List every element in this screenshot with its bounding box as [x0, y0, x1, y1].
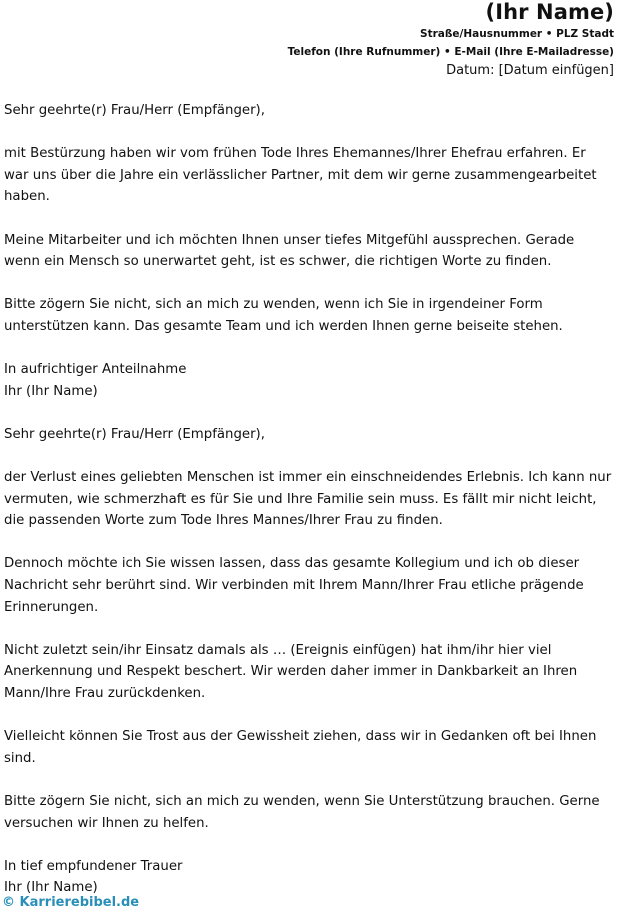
paragraph: Bitte zögern Sie nicht, sich an mich zu wenden, wenn ich Sie in irgendeiner Form unterstützen kann. Das gesamte Team und ich werden Ihnen gerne beiseite stehen. — [4, 297, 563, 334]
salutation: Sehr geehrte(r) Frau/Herr (Empfänger), — [4, 103, 265, 118]
paragraph: Dennoch möchte ich Sie wissen lassen, dass das gesamte Kollegium und ich ob dieser Nachricht sehr berührt sind. Wir verbinden mit Ihrem Mann/Ihrer Frau etliche prägende Erinnerungen. — [4, 556, 584, 615]
salutation: Sehr geehrte(r) Frau/Herr (Empfänger), — [4, 426, 265, 442]
sender-name: (Ihr Name) — [485, 0, 614, 24]
signature-line: Ihr (Ihr Name) — [4, 880, 98, 896]
copyright-link[interactable]: © Karrierebibel.de — [2, 895, 140, 910]
letter-header — [288, 0, 614, 81]
closing-line: In aufrichtiger Anteilnahme — [4, 362, 187, 378]
paragraph: Meine Mitarbeiter und ich möchten Ihnen unser tiefes Mitgefühl aussprechen. Gerade wenn ein Mensch so unerwartet geht, ist es schwer, die richtigen Worte zu finden. — [4, 232, 575, 270]
paragraph: mit Bestürzung haben wir vom frühen Tode Ihres Ehemannes/Ihrer Ehefrau erfahren. Er war uns über die Jahre ein verlässlicher Partner, mit dem wir gerne zusammengearbeitet haben. — [4, 146, 597, 205]
letter-body — [4, 100, 614, 899]
paragraph: der Verlust eines geliebten Menschen ist immer ein einschneidendes Erlebnis. Ich kann nur vermuten, wie schmerzhaft es für Sie und Ihre Familie sein muss. Es fällt mir nicht leicht, die passenden Worte zum Tode Ihres Mannes/Ihrer Frau zu finden. — [4, 470, 612, 529]
letter-date: Datum: [Datum einfügen] — [446, 63, 614, 78]
paragraph: Nicht zuletzt sein/ihr Einsatz damals als … (Ereignis einfügen) hat ihm/ihr hier viel Anerkennung und Respekt beschert. Wir werden daher immer in Dankbarkeit an Ihren Mann/Ihre Frau zurückdenken. — [4, 642, 578, 702]
sender-address: Straße/Hausnummer • PLZ Stadt — [420, 28, 614, 40]
paragraph: Bitte zögern Sie nicht, sich an mich zu wenden, wenn Sie Unterstützung brauchen. Gerne versuchen wir Ihnen zu helfen. — [4, 794, 600, 831]
signature-line: Ihr (Ihr Name) — [4, 383, 98, 399]
closing-block — [4, 359, 614, 402]
paragraph: Vielleicht können Sie Trost aus der Gewissheit ziehen, dass wir in Gedanken oft bei Ihnen sind. — [4, 729, 597, 766]
closing-block — [4, 856, 614, 899]
closing-line: In tief empfundener Trauer — [4, 858, 183, 874]
sender-contact: Telefon (Ihre Rufnummer) • E-Mail (Ihre E-Mailadresse) — [287, 46, 614, 58]
